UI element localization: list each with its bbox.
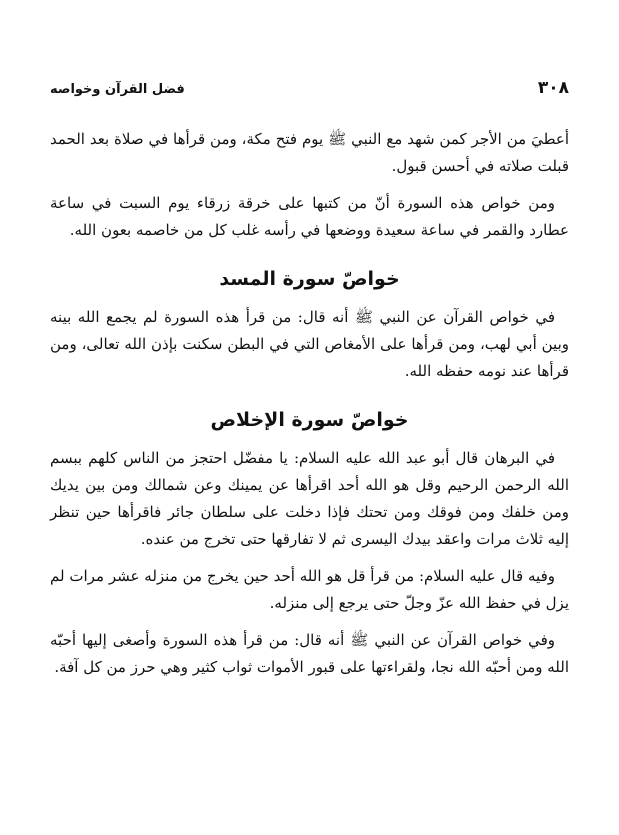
section-masad xyxy=(50,268,569,385)
book-title: فضل القرآن وخواصه xyxy=(50,82,185,97)
paragraph: وفيه قال عليه السلام: من قرأ قل هو الله أحد حين يخرج من منزله عشر مرات لم يزل في حفظ الله عزّ وجلّ حتى يرجع إلى منزله. xyxy=(50,567,569,612)
section-heading: خواصّ سورة المسد xyxy=(219,268,400,290)
paragraph: في خواص القرآن عن النبي ﷺ أنه قال: من قرأ هذه السورة لم يجمع الله بينه وبين أبي لهب، ومن قرأها على الأمغاص التي في البطن سكنت بإذن الله تعالى، ومن قرأها عند نومه حفظه الله. xyxy=(50,308,569,380)
section-intro xyxy=(50,126,569,244)
paragraph: أعطيَ من الأجر كمن شهد مع النبي ﷺ يوم فتح مكة، ومن قرأها في صلاة بعد الحمد قبلت صلاته في أحسن قبول. xyxy=(50,130,569,175)
page-number: ٣٠٨ xyxy=(537,78,569,98)
running-header xyxy=(50,78,569,104)
paragraph: وفي خواص القرآن عن النبي ﷺ أنه قال: من قرأ هذه السورة وأصغى إليها أحبّه الله ومن أحبّه الله نجا، ولقراءتها على قبور الأموات ثواب كثير وهي حرز من كل آفة. xyxy=(50,631,569,676)
paragraph: ومن خواص هذه السورة أنّ من كتبها على خرقة زرقاء يوم السبت في ساعة عطارد والقمر في ساعة سعيدة ووضعها في رأسه غلب كل من خاصمه بعون الله. xyxy=(50,194,569,239)
section-ikhlas xyxy=(50,409,569,681)
paragraph: في البرهان قال أبو عبد الله عليه السلام: يا مفضّل احتجز من الناس كلهم ببسم الله الرحمن الرحيم وقل هو الله أحد اقرأها عن يمينك وعن شمالك ومن بين يديك ومن خلفك ومن فوقك ومن تحتك فإذا دخلت على سلطان جائر فاقرأها حين تنظر إليه ثلاث مرات واعقد بيدك اليسرى ثم لا تفارقها حتى تخرج من عنده. xyxy=(50,449,569,548)
section-heading: خواصّ سورة الإخلاص xyxy=(210,409,409,431)
